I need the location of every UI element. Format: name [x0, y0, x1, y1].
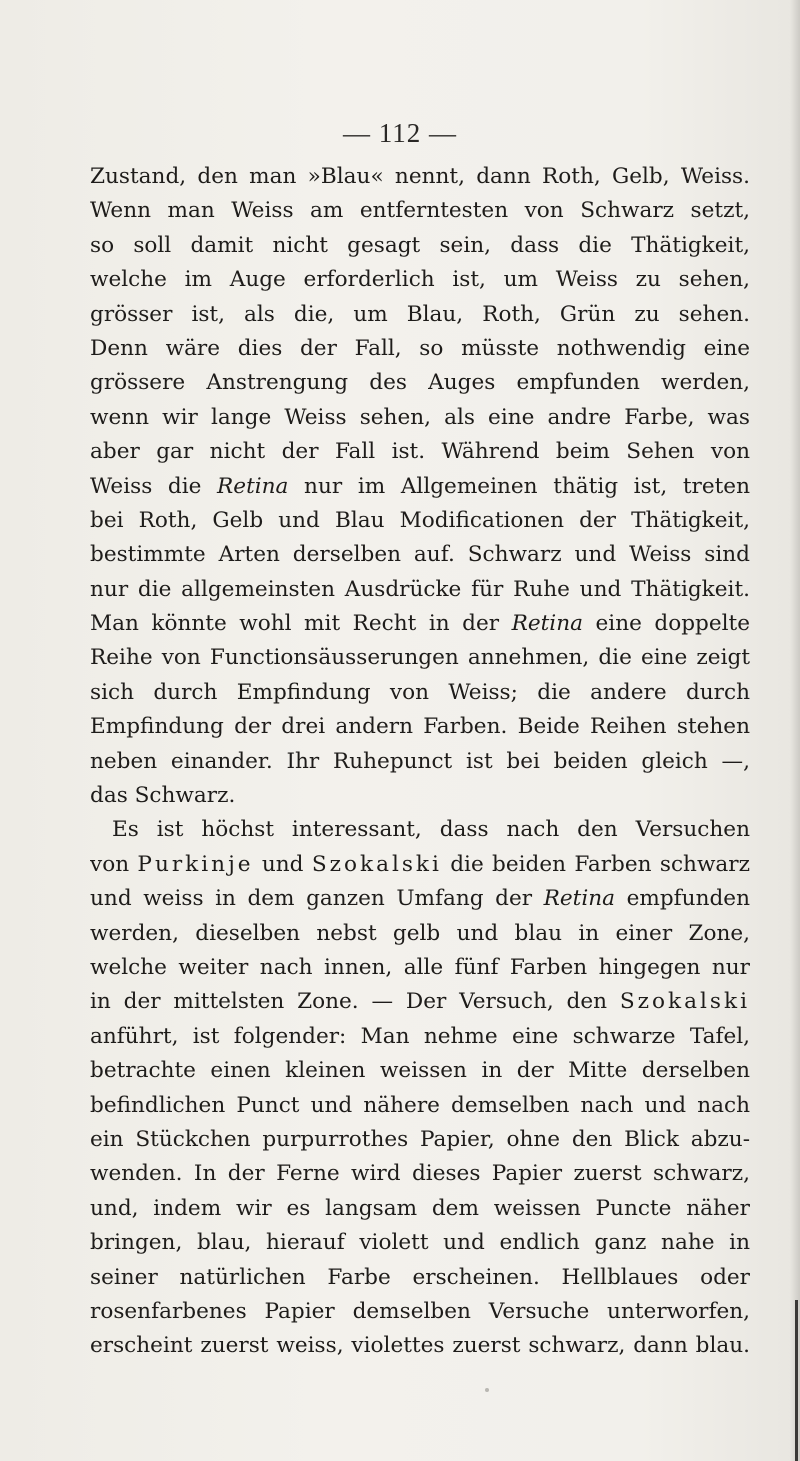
text-line: Wenn man Weiss am entferntesten von Schwarz setzt,	[90, 198, 750, 224]
text-line: und weiss in dem ganzen Umfang der Retina empfunden	[90, 886, 750, 912]
page-edge-shadow	[790, 0, 800, 1461]
spaced-name: Purkinje	[137, 851, 254, 877]
text-line: welche im Auge erforderlich ist, um Weiss zu sehen,	[90, 267, 750, 293]
text-line: bestimmte Arten derselben auf. Schwarz und Weiss sind	[90, 542, 750, 568]
text-line: Empfindung der drei andern Farben. Beide Reihen stehen	[90, 714, 750, 740]
text-line: so soll damit nicht gesagt sein, dass die Thätigkeit,	[90, 232, 750, 258]
text-line-paragraph-end: das Schwarz.	[90, 783, 236, 809]
text-line: aber gar nicht der Fall ist. Während beim Sehen von	[90, 439, 750, 465]
text-line: Reihe von Functionsäusserungen annehmen, die eine zeigt	[90, 645, 750, 671]
text-line: bei Roth, Gelb und Blau Modificationen der Thätigkeit,	[90, 507, 750, 533]
text-line-last: erscheint zuerst weiss, violettes zuerst schwarz, dann blau.	[90, 1333, 750, 1359]
italic-term: Retina	[217, 473, 289, 499]
text-line: anführt, ist folgender: Man nehme eine schwarze Tafel,	[90, 1023, 750, 1049]
spaced-name: Szokalski	[619, 989, 750, 1015]
paper-speck	[485, 1388, 489, 1392]
text-line: Weiss die Retina nur im Allgemeinen thätig ist, treten	[90, 473, 750, 499]
binding-edge	[795, 1300, 798, 1461]
page-number: — 112 —	[343, 118, 457, 148]
spaced-name: Szokalski	[311, 851, 442, 877]
text-line: Man könnte wohl mit Recht in der Retina eine doppelte	[90, 611, 750, 637]
text-line: seiner natürlichen Farbe erscheinen. Hellblaues oder	[90, 1264, 750, 1290]
text-line: und, indem wir es langsam dem weissen Puncte näher	[90, 1195, 750, 1221]
text-line: werden, dieselben nebst gelb und blau in einer Zone,	[90, 920, 750, 946]
text-line: wenn wir lange Weiss sehen, als eine andre Farbe, was	[90, 404, 750, 430]
text-line: grösser ist, als die, um Blau, Roth, Grün zu sehen.	[90, 301, 750, 327]
text-line: sich durch Empfindung von Weiss; die andere durch	[90, 679, 750, 705]
text-line: Zustand, den man »Blau« nennt, dann Roth, Gelb, Weiss.	[90, 164, 750, 189]
text-line: von Purkinje und Szokalski die beiden Farben schwarz	[90, 851, 750, 877]
text-line: bringen, blau, hierauf violett und endlich ganz nahe in	[90, 1230, 750, 1256]
text-line: wenden. In der Ferne wird dieses Papier zuerst schwarz,	[90, 1161, 750, 1187]
text-line: befindlichen Punct und nähere demselben nach und nach	[90, 1092, 750, 1118]
text-line: in der mittelsten Zone. — Der Versuch, den Szokalski	[90, 989, 750, 1015]
text-line-paragraph-start: Es ist höchst interessant, dass nach den Versuchen	[112, 817, 750, 843]
body-text	[90, 160, 750, 1364]
text-line: nur die allgemeinsten Ausdrücke für Ruhe und Thätigkeit.	[90, 576, 750, 602]
text-line: welche weiter nach innen, alle fünf Farben hingegen nur	[90, 954, 750, 980]
text-line: grössere Anstrengung des Auges empfunden werden,	[90, 370, 750, 396]
text-line: rosenfarbenes Papier demselben Versuche unterworfen,	[90, 1298, 750, 1324]
text-line: betrachte einen kleinen weissen in der Mitte derselben	[90, 1058, 750, 1084]
italic-term: Retina	[511, 611, 583, 637]
italic-term: Retina	[543, 886, 616, 912]
text-line: Denn wäre dies der Fall, so müsste nothwendig eine	[90, 335, 750, 361]
text-line: ein Stückchen purpurrothes Papier, ohne den Blick abzu-	[90, 1126, 750, 1152]
text-line: neben einander. Ihr Ruhepunct ist bei beiden gleich —,	[90, 748, 750, 774]
